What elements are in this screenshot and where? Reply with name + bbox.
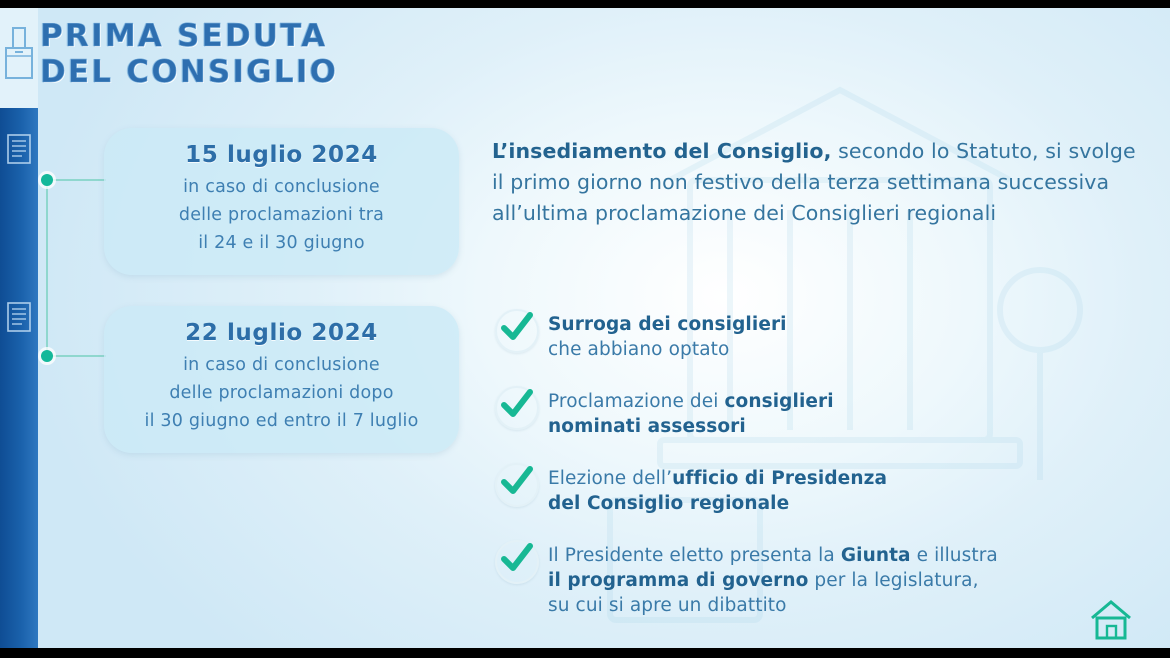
timeline-note-line: il 24 e il 30 giugno [198, 233, 365, 253]
list-item-text: Elezione dell’ [548, 468, 673, 489]
check-icon [492, 460, 538, 506]
page-title [40, 18, 338, 90]
check-icon [492, 383, 538, 429]
list-item-bold: Giunta [840, 545, 911, 566]
letterbox-bottom [0, 648, 1170, 658]
left-rail-fill [0, 108, 38, 658]
document-icon [4, 300, 34, 334]
check-icon [492, 306, 538, 352]
checklist [492, 306, 1152, 639]
left-rail [0, 0, 38, 658]
timeline-note-line: delle proclamazioni dopo [169, 383, 394, 403]
ballot-box-icon [2, 22, 36, 82]
list-item-line2-rest: per la legislatura, [808, 570, 979, 591]
list-item-text-2: e illustra [910, 545, 998, 566]
list-item-line2: che abbiano optato [548, 339, 730, 360]
timeline-note-line: delle proclamazioni tra [178, 205, 385, 225]
list-item [492, 383, 1152, 439]
list-item-line2: del Consiglio regionale [548, 493, 790, 514]
timeline-note-line: in caso di conclusione [183, 355, 380, 375]
list-item-text: Proclamazione dei [548, 391, 725, 412]
timeline-date: 22 luglio 2024 [185, 320, 378, 346]
list-item-bold: consiglieri [724, 391, 834, 412]
list-item-line2: nominati assessori [548, 416, 746, 437]
intro-rest: secondo lo Statuto, si svolge il primo giorno non festivo della terza settimana successiva all’ultima proclamazione dei Consiglieri regionali [492, 139, 1136, 225]
timeline-connector [52, 355, 106, 357]
timeline [46, 128, 476, 448]
timeline-dot [41, 350, 53, 362]
timeline-card [104, 306, 459, 453]
timeline-note-line: in caso di conclusione [183, 177, 380, 197]
timeline-connector [52, 179, 106, 181]
home-icon[interactable] [1086, 596, 1136, 644]
timeline-date: 15 luglio 2024 [185, 142, 378, 168]
list-item-line2-bold: il programma di governo [548, 570, 809, 591]
timeline-axis [46, 180, 48, 362]
list-item [492, 537, 1152, 618]
title-line-2: DEL CONSIGLIO [40, 54, 339, 90]
list-item-bold: ufficio di Presidenza [672, 468, 888, 489]
timeline-dot [41, 174, 53, 186]
document-icon [4, 132, 34, 166]
list-item-bold: Surroga dei consiglieri [548, 314, 787, 335]
intro-strong: L’insediamento del Consiglio, [492, 139, 832, 163]
list-item-line3: su cui si apre un dibattito [548, 595, 787, 616]
title-line-1: PRIMA SEDUTA [40, 18, 328, 54]
list-item [492, 460, 1152, 516]
timeline-note-line: il 30 giugno ed entro il 7 luglio [144, 411, 419, 431]
check-icon [492, 537, 538, 583]
letterbox-top [0, 0, 1170, 8]
intro-paragraph [492, 136, 1142, 229]
list-item [492, 306, 1152, 362]
timeline-card [104, 128, 459, 275]
list-item-text: Il Presidente eletto presenta la [548, 545, 841, 566]
